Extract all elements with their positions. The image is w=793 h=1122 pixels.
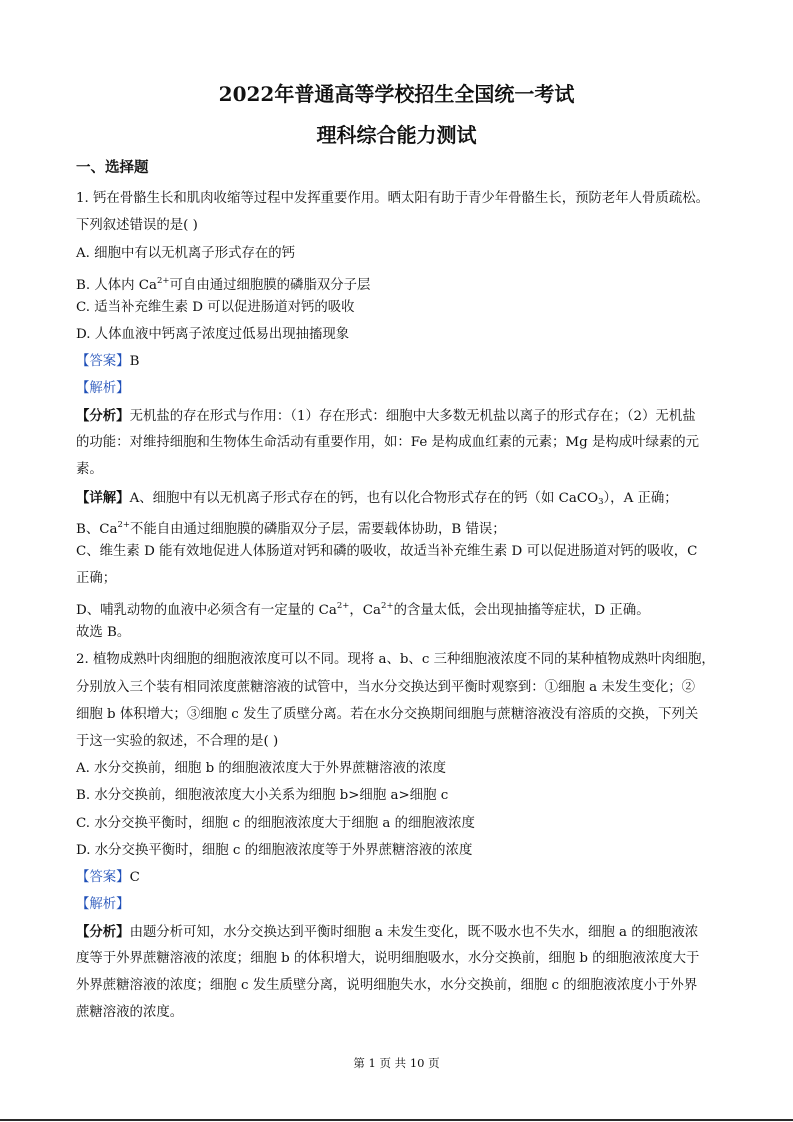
q1-option-a: A. 细胞中有以无机离子形式存在的钙 — [76, 246, 296, 261]
q2-fenxi-label: 【分析】 — [76, 924, 130, 940]
q2-stem-line-3: 细胞 b 体积增大；③细胞 c 发生了质壁分离。若在水分交换期间细胞与蔗糖溶液没有溶质的交换，下列关 — [76, 707, 699, 722]
q1-fenxi-line-1 — [76, 407, 696, 426]
q2-jiexi-label: 【解析】 — [76, 897, 130, 912]
q2-option-c: C. 水分交换平衡时，细胞 c 的细胞液浓度大于细胞 a 的细胞液浓度 — [76, 816, 475, 831]
q1-xj-d-sup-2: 2+ — [381, 601, 394, 611]
q2-fenxi-line-1 — [76, 923, 698, 942]
q1-xj-d-mid: ，Ca — [349, 603, 382, 618]
q2-option-b: B. 水分交换前，细胞液浓度大小关系为细胞 b>细胞 a>细胞 c — [76, 788, 449, 803]
q1-xj-b-sup: 2+ — [117, 520, 130, 530]
q1-xiangjie-b — [76, 516, 506, 539]
q1-xj-a-sub: 3 — [598, 497, 604, 507]
q1-xj-d-pre: D、哺乳动物的血液中必须含有一定量的 Ca — [76, 603, 337, 618]
q1-conclusion: 故选 B。 — [76, 625, 131, 640]
q1-option-d: D. 人体血液中钙离子浓度过低易出现抽搐现象 — [76, 327, 350, 342]
q1-option-b-sup: 2+ — [157, 276, 170, 286]
q1-xj-a-pre: A、细胞中有以无机离子形式存在的钙，也有以化合物形式存在的钙（如 CaCO — [129, 491, 599, 506]
q1-answer-label: 【答案】 — [76, 354, 130, 369]
q1-answer — [76, 353, 139, 371]
q2-answer-value: C — [129, 870, 140, 885]
q2-fenxi-line-3: 外界蔗糖溶液的浓度；细胞 c 发生质壁分离，说明细胞失水，水分交换前，细胞 c 的细胞液浓度小于外界 — [76, 978, 698, 993]
q1-stem-line-2: 下列叙述错误的是( ) — [76, 218, 198, 233]
exam-title: 2022年普通高等学校招生全国统一考试 — [218, 82, 575, 106]
q2-stem-line-2: 分别放入三个装有相同浓度蔗糖溶液的试管中，当水分交换达到平衡时观察到：①细胞 a 未发生变化；② — [76, 680, 696, 695]
q1-jiexi-label: 【解析】 — [76, 381, 130, 396]
q1-option-c: C. 适当补充维生素 D 可以促进肠道对钙的吸收 — [76, 300, 355, 315]
q1-xj-a-post: ），A 正确； — [603, 491, 678, 506]
q1-stem-line-1: 1. 钙在骨骼生长和肌肉收缩等过程中发挥重要作用。晒太阳有助于青少年骨骼生长，预防老年人骨质疏松。 — [76, 191, 709, 206]
q1-option-b — [76, 272, 370, 295]
bottom-divider — [0, 1119, 793, 1121]
q1-xj-b-pre: B、Ca — [76, 522, 118, 537]
q2-stem-line-1: 2. 植物成熟叶肉细胞的细胞液浓度可以不同。现将 a、b、c 三种细胞液浓度不同的某种植物成熟叶肉细胞， — [76, 652, 715, 667]
page-number: 第 1 页 共 10 页 — [353, 1056, 440, 1070]
q1-option-b-post: 可自由通过细胞膜的磷脂双分子层 — [169, 278, 371, 293]
q2-stem-line-4: 于这一实验的叙述，不合理的是( ) — [76, 734, 279, 749]
q2-answer-label: 【答案】 — [76, 870, 130, 885]
q1-xj-b-post: 不能自由通过细胞膜的磷脂双分子层，需要载体协助，B 错误； — [130, 522, 506, 537]
q1-xj-d-sup-1: 2+ — [336, 601, 350, 611]
q2-option-d: D. 水分交换平衡时，细胞 c 的细胞液浓度等于外界蔗糖溶液的浓度 — [76, 843, 473, 858]
q1-answer-value: B — [129, 354, 140, 369]
q1-xiangjie-a — [76, 489, 678, 511]
q1-option-b-pre: B. 人体内 Ca — [76, 278, 158, 293]
q1-xiangjie-c-line-2: 正确； — [76, 571, 117, 586]
q2-fenxi-line-2: 度等于外界蔗糖溶液的浓度；细胞 b 的体积增大，说明细胞吸水，水分交换前，细胞 b 的细胞液浓度大于 — [76, 951, 700, 966]
q1-xiangjie-label: 【详解】 — [76, 490, 130, 506]
q2-fenxi-text-1: 由题分析可知，水分交换达到平衡时细胞 a 未发生变化，既不吸水也不失水，细胞 a 的细胞液浓 — [129, 925, 699, 940]
section-heading: 一、选择题 — [76, 159, 149, 176]
q1-fenxi-text-1: 无机盐的存在形式与作用：（1）存在形式：细胞中大多数无机盐以离子的形式存在；（2）无机盐 — [129, 409, 696, 424]
q1-xiangjie-c-line-1: C、维生素 D 能有效地促进人体肠道对钙和磷的吸收，故适当补充维生素 D 可以促进肠道对钙的吸收，C — [76, 544, 698, 559]
q1-xiangjie-d — [76, 597, 650, 620]
q2-fenxi-line-4: 蔗糖溶液的浓度。 — [76, 1005, 184, 1020]
q2-option-a: A. 水分交换前，细胞 b 的细胞液浓度大于外界蔗糖溶液的浓度 — [76, 761, 447, 776]
q1-fenxi-label: 【分析】 — [76, 408, 130, 424]
q1-xj-d-post: 的含量太低，会出现抽搐等症状，D 正确。 — [393, 603, 650, 618]
exam-subtitle: 理科综合能力测试 — [316, 123, 477, 147]
q1-fenxi-line-2: 的功能：对维持细胞和生物体生命活动有重要作用，如：Fe 是构成血红素的元素；Mg 是构成叶绿素的元 — [76, 435, 700, 450]
q2-answer — [76, 869, 140, 887]
q1-fenxi-line-3: 素。 — [76, 462, 103, 477]
